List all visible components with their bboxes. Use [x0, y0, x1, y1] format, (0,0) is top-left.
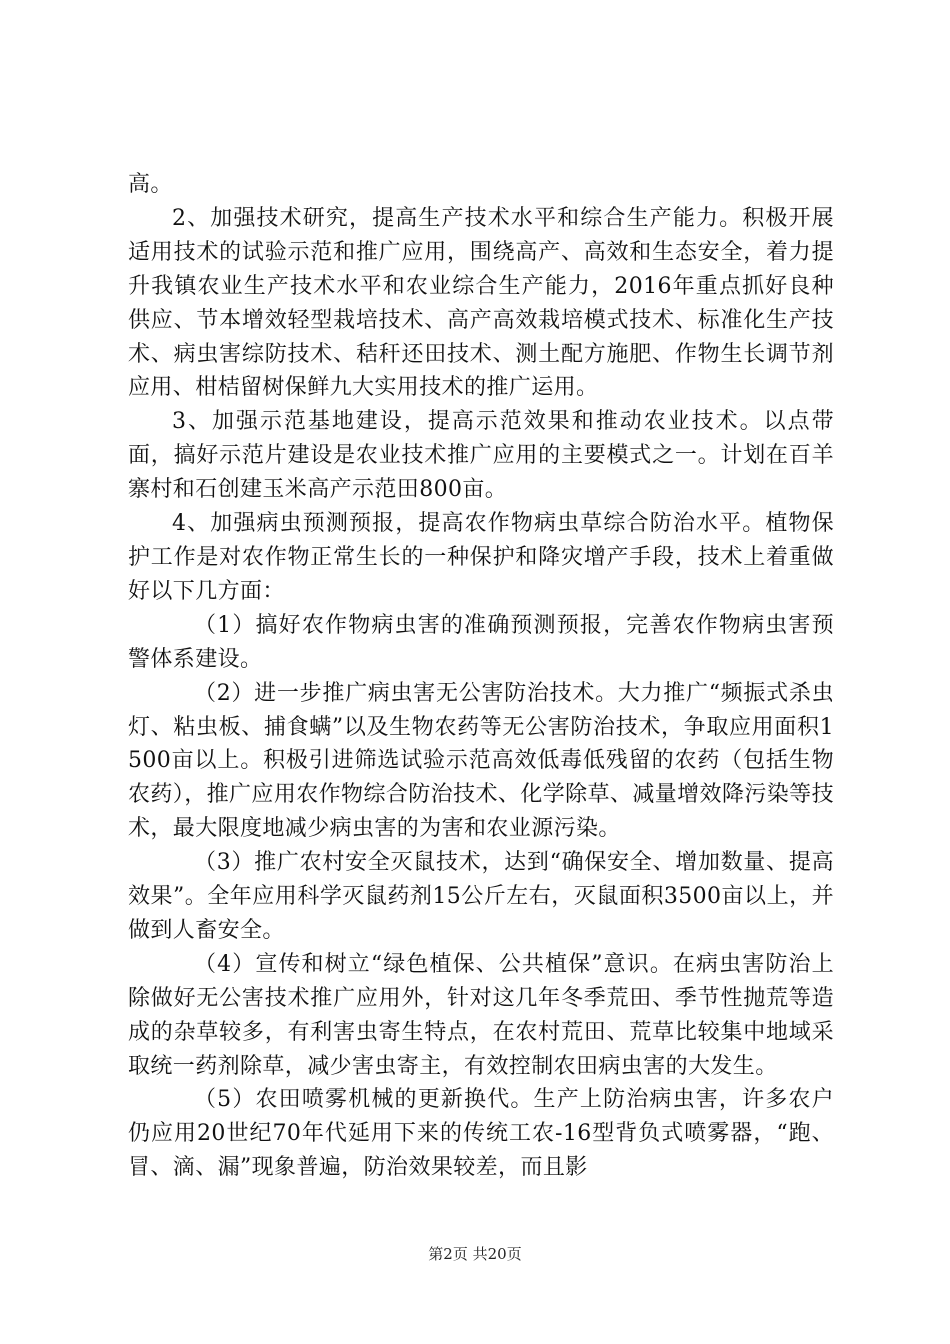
page-number: 第2页 共20页	[428, 1245, 522, 1263]
paragraph-sub-4: （4）宣传和树立“绿色植保、公共植保”意识。在病虫害防治上除做好无公害技术推广应用外，针对这几年冬季荒田、季节性抛荒等造成的杂草较多，有利害虫寄生特点，在农村荒田、荒草比较集中地域采取统一药剂除草，减少害虫寄主，有效控制农田病虫害的大发生。	[128, 951, 834, 1079]
paragraph-sub-5: （5）农田喷雾机械的更新换代。生产上防治病虫害，许多农户仍应用20世纪70年代延用下来的传统工农-16型背负式喷雾器，“跑、冒、滴、漏”现象普遍，防治效果较差，而且影	[128, 1087, 834, 1181]
document-body	[128, 168, 834, 1185]
paragraph-sub-1: （1）搞好农作物病虫害的准确预测预报，完善农作物病虫害预警体系建设。	[128, 612, 834, 672]
paragraph-sub-3: （3）推广农村安全灭鼠技术，达到“确保安全、增加数量、提高效果”。全年应用科学灭鼠药剂15公斤左右，灭鼠面积3500亩以上，并做到人畜安全。	[128, 850, 834, 943]
paragraph-item-2: 2、加强技术研究，提高生产技术水平和综合生产能力。积极开展适用技术的试验示范和推广应用，围绕高产、高效和生态安全，着力提升我镇农业生产技术水平和农业综合生产能力，2016年重点抓好良种供应、节本增效轻型栽培技术、高产高效栽培模式技术、标准化生产技术、病虫害综防技术、秸秆还田技术、测土配方施肥、作物生长调节剂应用、柑桔留树保鲜九大实用技术的推广运用。	[128, 205, 834, 401]
paragraph-item-4: 4、加强病虫预测预报，提高农作物病虫草综合防治水平。植物保护工作是对农作物正常生长的一种保护和降灾增产手段，技术上着重做好以下几方面：	[128, 511, 834, 604]
paragraph-item-3: 3、加强示范基地建设，提高示范效果和推动农业技术。以点带面，搞好示范片建设是农业技术推广应用的主要模式之一。计划在百羊寨村和石创建玉米高产示范田800亩。	[128, 409, 834, 503]
paragraph-continuation: 高。	[128, 172, 173, 197]
page-footer	[0, 1244, 950, 1264]
paragraph-sub-2: （2）进一步推广病虫害无公害防治技术。大力推广“频振式杀虫灯、粘虫板、捕食螨”以及生物农药等无公害防治技术，争取应用面积1500亩以上。积极引进筛选试验示范高效低毒低残留的农药（包括生物农药），推广应用农作物综合防治技术、化学除草、减量增效降污染等技术，最大限度地减少病虫害的为害和农业源污染。	[128, 680, 834, 842]
